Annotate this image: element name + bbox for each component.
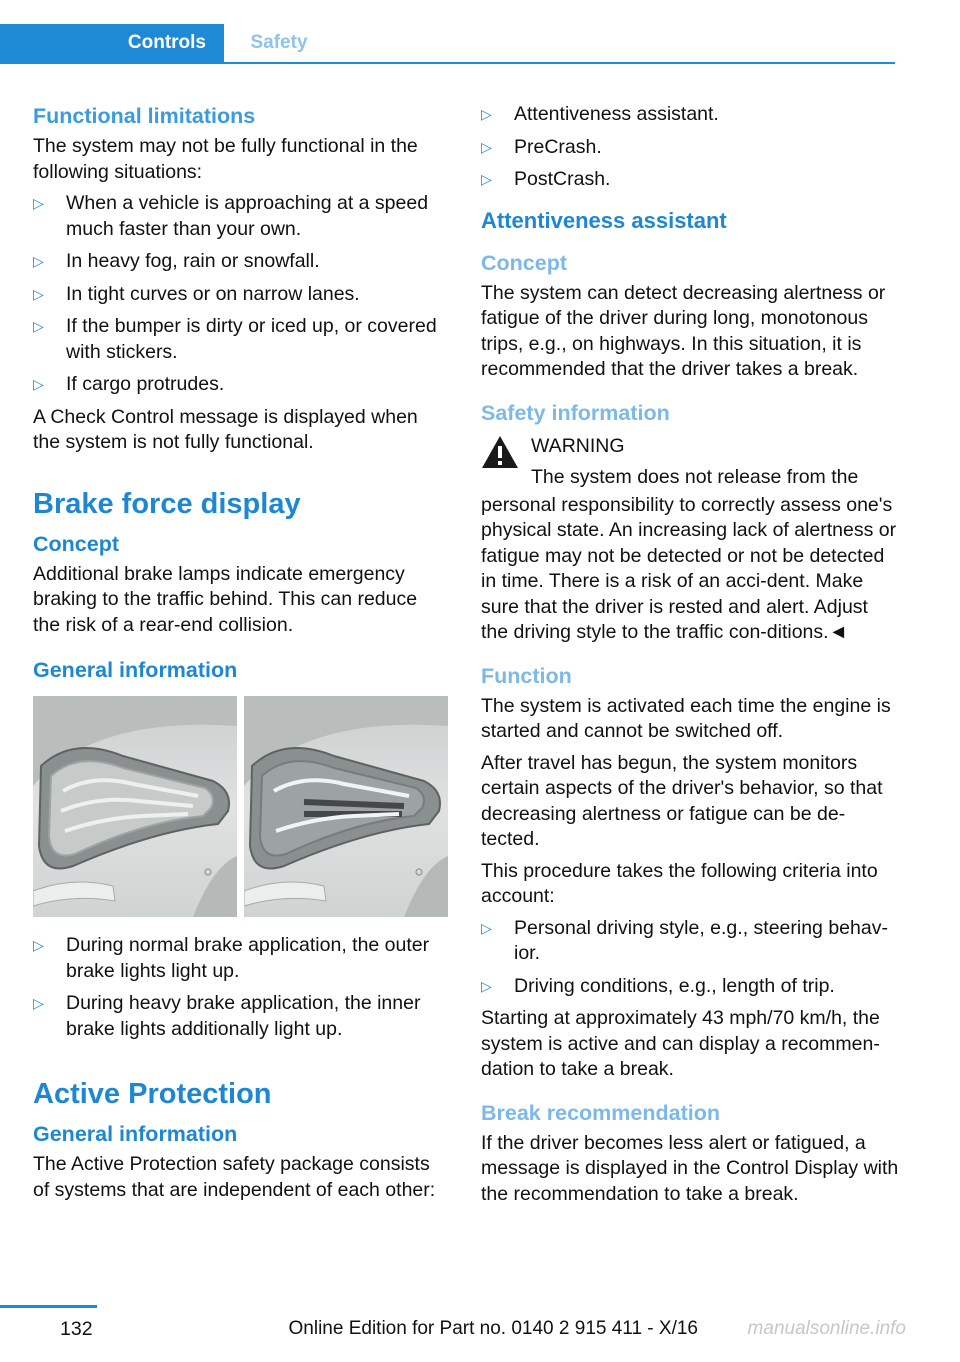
warning-block [481, 431, 899, 493]
attentiveness-assistant-heading: Attentiveness assistant [481, 207, 727, 233]
list-item: ▷ Personal driving style, e.g., steering behav-ior. [481, 916, 888, 964]
triangle-right-icon: ▷ [481, 171, 492, 187]
triangle-right-icon: ▷ [33, 253, 44, 269]
footer-accent-line [0, 1305, 97, 1308]
concept-text: Additional brake lamps indicate emergency braking to the traffic behind. This can reduce the risk of a rear-end collision. [33, 562, 418, 636]
break-recommendation-text: If the driver becomes less alert or fatigued, a message is displayed in the Control Display with the recommendation to take a break. [481, 1131, 899, 1205]
list-item: ▷ During normal brake application, the outer brake lights light up. [33, 934, 430, 982]
active-protection-text: The Active Protection safety package consists of systems that are independent of each other: [33, 1153, 436, 1201]
list-item: ▷ In heavy fog, rain or snowfall. [33, 249, 448, 275]
left-column [33, 102, 448, 1209]
edition-text: Online Edition for Part no. 0140 2 915 411 - X/16 [288, 1318, 698, 1339]
list-item: ▷ If the bumper is dirty or iced up, or covered with stickers. [33, 315, 437, 363]
right-column [481, 102, 899, 1213]
header-tab-bar [0, 24, 895, 64]
warning-triangle-icon [481, 435, 519, 469]
functional-limitations-note: A Check Control message is displayed when the system is not fully functional. [33, 405, 418, 453]
attentiveness-concept-text: The system can detect decreasing alertness or fatigue of the driver during long, monotonous trips, e.g., on highways. In this situation, it is recommended that the driver takes a break. [481, 281, 886, 380]
list-item: ▷ Attentiveness assistant. [481, 102, 899, 128]
list-item: ▷ PostCrash. [481, 167, 899, 193]
functional-limitations-intro: The system may not be fully functional in the following situations: [33, 135, 418, 183]
triangle-right-icon: ▷ [33, 937, 44, 953]
page-number: 132 [60, 1318, 93, 1340]
break-recommendation-heading: Break recommendation [481, 1100, 720, 1125]
list-item: ▷ When a vehicle is approaching at a speed much faster than your own. [33, 192, 429, 240]
brake-force-display-heading: Brake force display [33, 487, 301, 520]
active-protection-heading: Active Protection [33, 1078, 272, 1110]
criteria-list [481, 916, 899, 1000]
warning-text-first-line: The system does not release from the [531, 465, 859, 488]
function-text-4: Starting at approximately 43 mph/70 km/h, the system is active and can display a recommen-dation to take a break. [481, 1007, 880, 1080]
functional-limitations-list [33, 191, 448, 398]
triangle-right-icon: ▷ [481, 106, 492, 122]
general-information-heading: General information [33, 658, 238, 682]
tab-controls[interactable]: Controls [0, 24, 224, 62]
triangle-right-icon: ▷ [481, 138, 492, 155]
list-item: ▷ Driving conditions, e.g., length of trip. [481, 974, 899, 1000]
safety-information-heading: Safety information [481, 400, 670, 425]
general-information-heading-2: General information [33, 1122, 238, 1146]
function-text-3: This procedure takes the following criteria into account: [481, 859, 878, 907]
concept-heading-right: Concept [481, 250, 567, 275]
list-item: ▷ PreCrash. [481, 135, 899, 161]
systems-list [481, 102, 899, 193]
function-text-1: The system is activated each time the engine is started and cannot be switched off. [481, 694, 891, 742]
triangle-right-icon: ▷ [481, 919, 492, 936]
brake-light-photos [33, 696, 448, 917]
tab-safety[interactable]: Safety [250, 32, 308, 53]
triangle-right-icon: ▷ [33, 195, 44, 211]
triangle-right-icon: ▷ [33, 318, 44, 334]
list-item: ▷ In tight curves or on narrow lanes. [33, 282, 448, 308]
function-heading: Function [481, 663, 572, 688]
brake-light-image-heavy [244, 696, 448, 917]
function-text-2: After travel has begun, the system monitors certain aspects of the driver's behavior, so that decreasing alertness or fatigue can be de-tected. [481, 751, 883, 850]
triangle-right-icon: ▷ [481, 977, 492, 994]
triangle-right-icon: ▷ [33, 995, 44, 1011]
brake-light-list [33, 933, 448, 1042]
warning-text: personal responsibility to correctly assess one's physical state. An increasing lack of alertness or fatigue may not be detected or not be detected in time. There is a risk of an acci-dent. Make sure that the driver is rested and alert. Adjust the driving style to the traffic con-ditions.◄ [481, 493, 897, 643]
list-item: ▷ During heavy brake application, the inner brake lights additionally light up. [33, 992, 421, 1040]
functional-limitations-heading: Functional limitations [33, 104, 256, 128]
concept-heading: Concept [33, 531, 119, 556]
triangle-right-icon: ▷ [33, 285, 44, 302]
triangle-right-icon: ▷ [33, 376, 44, 392]
brake-light-image-normal [33, 696, 237, 917]
warning-label: WARNING [531, 434, 625, 457]
list-item: ▷ If cargo protrudes. [33, 372, 448, 398]
watermark: manualsonline.info [747, 1318, 906, 1339]
